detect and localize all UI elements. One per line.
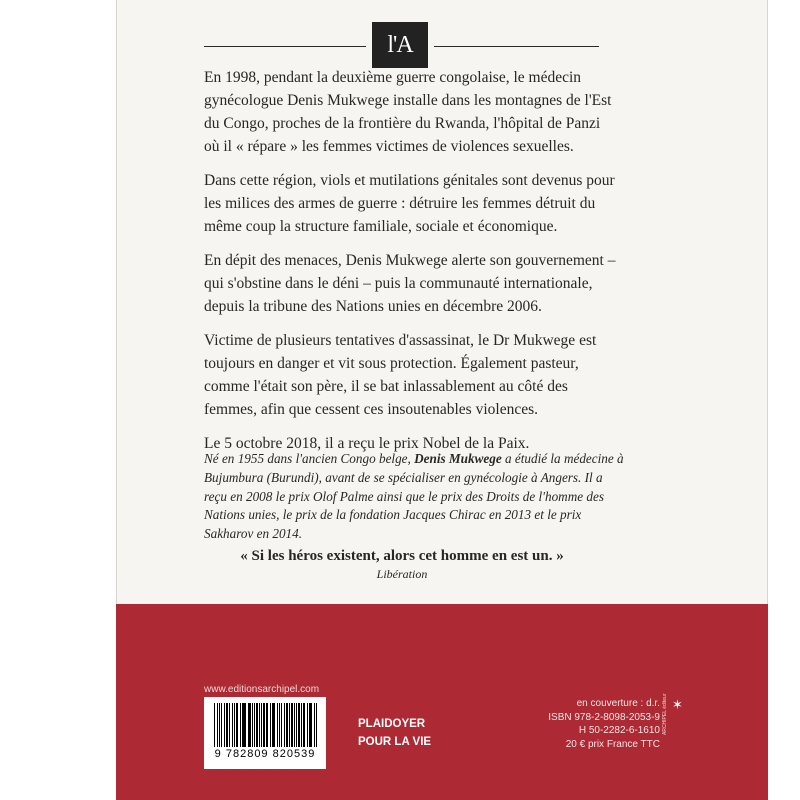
blurb-paragraph-4: Victime de plusieurs tentatives d'assassinat, le Dr Mukwege est toujours en danger et vit sous protection. Également pasteur, comme l'était son père, il se bat inlassablement au côté des femmes, afin que cessent ces insoutenables violences. — [204, 332, 597, 418]
book-title-line-2: POUR LA VIE — [358, 736, 432, 748]
author-bio — [204, 450, 624, 544]
author-bio-start: Né en 1955 dans l'ancien Congo belge, — [204, 451, 415, 466]
barcode-bar — [234, 703, 235, 747]
barcode-bar — [263, 703, 264, 747]
barcode-bar — [289, 703, 290, 747]
barcode-bar — [310, 703, 311, 747]
barcode-bar — [303, 703, 305, 747]
barcode-bar — [248, 703, 249, 747]
barcode-bar — [316, 703, 317, 747]
publisher-logo: l'A — [372, 22, 428, 68]
isbn-barcode — [204, 697, 326, 769]
cover-credit: en couverture : d.r. — [576, 698, 660, 709]
book-title — [358, 715, 431, 751]
barcode-bar — [214, 703, 215, 747]
barcode-bar — [221, 703, 222, 747]
barcode-bar — [249, 703, 250, 747]
barcode-bar — [270, 703, 271, 747]
barcode-bar — [226, 703, 228, 747]
publisher-url[interactable]: www.editionsarchipel.com — [204, 684, 320, 695]
barcode-bar — [261, 703, 262, 747]
barcode-bar — [284, 703, 285, 747]
barcode-digits: 9 782809 820539 — [214, 748, 316, 760]
barcode-bar — [301, 703, 302, 747]
barcode-bar — [272, 703, 273, 747]
author-name: Denis Mukwege — [414, 451, 502, 466]
product-code: H 50-2282-6-1610 — [578, 725, 660, 736]
barcode-bar — [240, 703, 241, 747]
book-title-line-1: PLAIDOYER — [358, 718, 426, 730]
barcode-bar — [281, 703, 282, 747]
barcode-bar — [236, 703, 237, 747]
barcode-bar — [243, 703, 245, 747]
blurb-paragraph-2: Dans cette région, viols et mutilations génitales sont devenus pour les milices des armes de guerre : détruire les femmes détruit du même coup la structure familiale, sociale et économique. — [204, 172, 615, 235]
barcode-bar — [229, 703, 230, 747]
barcode-bar — [307, 703, 308, 747]
barcode-bar — [291, 703, 292, 747]
barcode-bar — [232, 703, 233, 747]
star-icon: ✶ — [672, 697, 683, 712]
header-rule-right — [434, 46, 599, 47]
blurb-paragraph-5: Le 5 octobre 2018, il a reçu le prix Nobel de la Paix. — [204, 435, 530, 452]
barcode-bar — [309, 703, 310, 747]
barcode-bar — [279, 703, 280, 747]
barcode-bar — [242, 703, 243, 747]
barcode-bar — [254, 703, 255, 747]
barcode-bar — [296, 703, 297, 747]
barcode-bar — [259, 703, 260, 747]
author-bio-rest: a étudié la médecine à Bujumbura (Burundi), avant de se spécialiser en gynécologie à Angers. Il a reçu en 2008 le prix Olof Palme ainsi que le prix des Droits de l'homme des Nations unies, le prix de la fondation Jacques Chirac en 2013 et le prix Sakharov en 2014. — [204, 451, 624, 542]
barcode-bar — [256, 703, 257, 747]
vertical-imprint: ARCHIPEL éditeur — [662, 693, 668, 735]
barcode-bar — [298, 703, 299, 747]
blurb-paragraph-3: En dépit des menaces, Denis Mukwege alerte son gouvernement – qui s'obstine dans le déni – puis la communauté internationale, depuis la tribune des Nations unies en décembre 2006. — [204, 252, 616, 315]
barcode-bar — [286, 703, 288, 747]
press-quote: « Si les héros existent, alors cet homme en est un. » — [240, 548, 564, 564]
barcode-bars — [214, 703, 318, 747]
barcode-bar — [266, 703, 268, 747]
blurb-paragraph-1: En 1998, pendant la deuxième guerre congolaise, le médecin gynécologue Denis Mukwege installe dans les montagnes de l'Est du Congo, proches de la frontière du Rwanda, l'hôpital de Panzi où il « répare » les femmes victimes de violences sexuelles. — [204, 69, 612, 155]
blurb — [204, 66, 618, 466]
price-text: 20 € prix France TTC — [565, 738, 660, 750]
barcode-bar — [277, 703, 278, 747]
book-meta — [510, 697, 660, 751]
barcode-bar — [224, 703, 225, 747]
barcode-bar — [219, 703, 220, 747]
barcode-bar — [314, 703, 315, 747]
barcode-bar — [217, 703, 218, 747]
barcode-bar — [273, 703, 274, 747]
barcode-bar — [294, 703, 295, 747]
barcode-bar — [252, 703, 253, 747]
isbn-text: ISBN 978-2-8098-2053-9 — [548, 711, 660, 723]
press-quote-source: Libération — [376, 567, 428, 581]
header-rule-left — [204, 46, 366, 47]
